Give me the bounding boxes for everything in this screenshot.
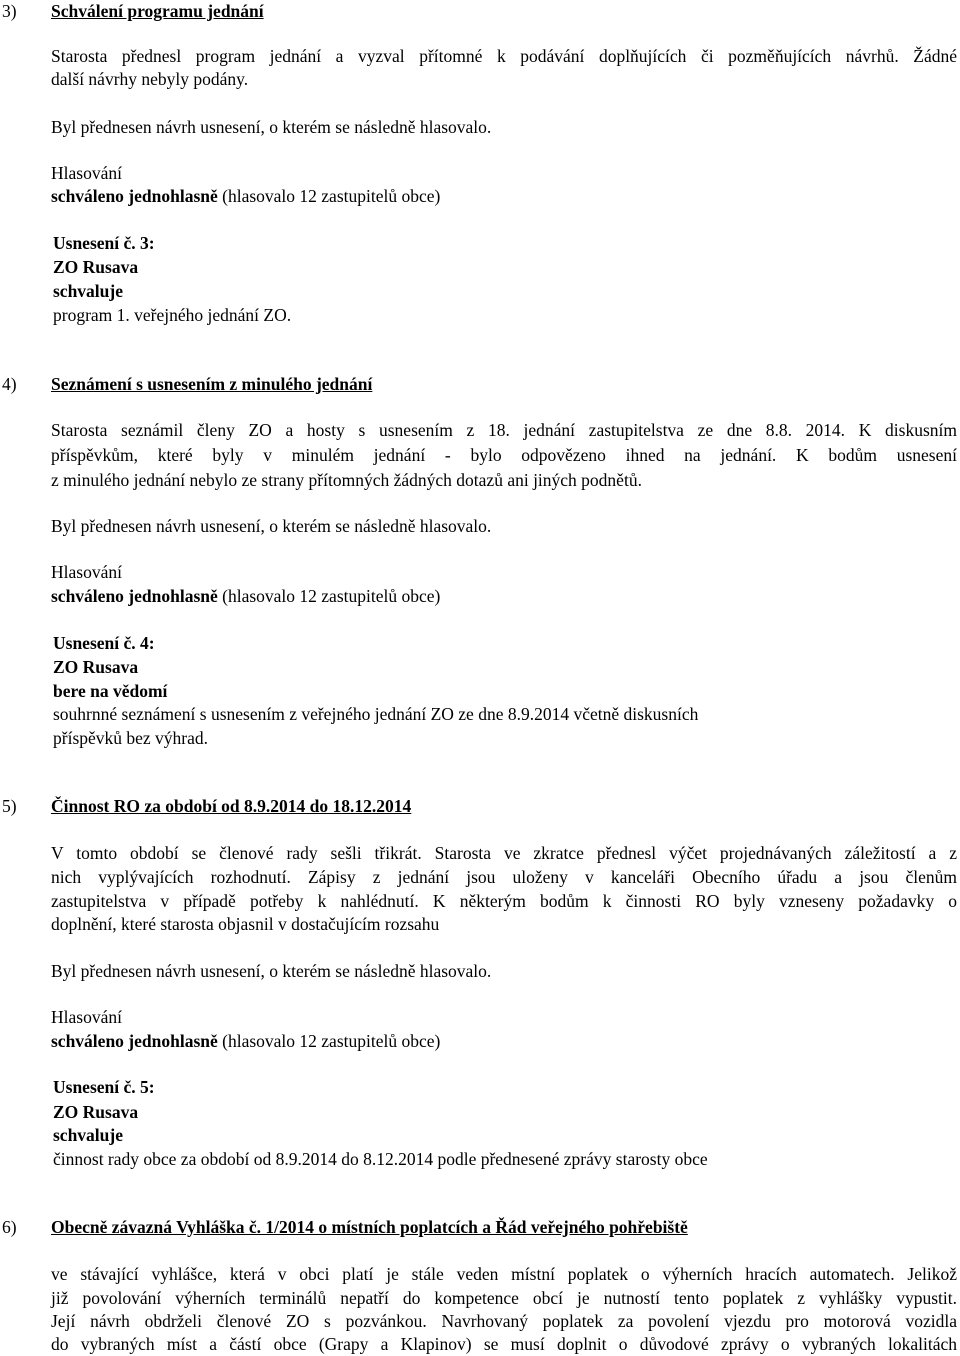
section-heading: Schválení programu jednání bbox=[51, 1, 264, 21]
section-number: 3) bbox=[2, 1, 17, 21]
vote-result bbox=[51, 1030, 440, 1053]
resolution-text: souhrnné seznámení s usnesením z veřejného jednání ZO ze dne 8.9.2014 včetně diskusních bbox=[53, 704, 699, 724]
section-heading: Seznámení s usnesením z minulého jednání bbox=[51, 374, 373, 394]
vote-result-rest: (hlasovalo 12 zastupitelů obce) bbox=[217, 586, 441, 606]
resolution-body: ZO Rusava bbox=[53, 657, 139, 677]
paragraph-line: příspěvkům, které byly v minulém jednání - bylo odpovězeno ihned na jednání. K bodům usnesení bbox=[51, 445, 957, 465]
proposal-text: Byl přednesen návrh usnesení, o kterém se následně hlasovalo. bbox=[51, 961, 492, 981]
vote-result-bold: schváleno jednohlasně bbox=[51, 1031, 218, 1051]
section-heading: Činnost RO za období od 8.9.2014 do 18.12.2014 bbox=[51, 796, 412, 816]
vote-label: Hlasování bbox=[51, 1007, 122, 1027]
paragraph-line: Její návrh obdrželi členové ZO s pozvánkou. Navrhovaný poplatek za povolení vjezdu pro motorová vozidla bbox=[51, 1311, 957, 1331]
resolution-text: příspěvků bez výhrad. bbox=[53, 728, 209, 748]
section-number: 5) bbox=[2, 796, 17, 816]
resolution-text: program 1. veřejného jednání ZO. bbox=[53, 305, 292, 325]
paragraph-line: doplnění, které starosta objasnil v dostačujícím rozsahu bbox=[51, 914, 440, 934]
paragraph-line: ve stávající vyhlášce, která v obci platí je stále veden místní poplatek o výherních hracích automatech. Jelikož bbox=[51, 1264, 957, 1284]
paragraph-line: do vybraných míst a částí obce (Grapy a Klapinov) se musí doplnit o důvodové zprávy o vybraných lokalitách bbox=[51, 1334, 957, 1354]
paragraph-line: další návrhy nebyly podány. bbox=[51, 69, 249, 89]
paragraph-line: zastupitelstva v případě potřeby k nahlédnutí. K některým bodům k činnosti RO byly vzneseny požadavky o bbox=[51, 891, 957, 911]
vote-result bbox=[51, 185, 440, 208]
resolution-verb: bere na vědomí bbox=[53, 681, 168, 701]
paragraph-line: z minulého jednání nebylo ze strany přítomných žádných dotazů ani jiných podnětů. bbox=[51, 470, 642, 490]
paragraph-line: již povolování výherních terminálů nepatří do kompetence obcí je nutností tento poplatek z vyhlášky vypustit. bbox=[51, 1288, 957, 1308]
paragraph-line: nich vyplývajících rozhodnutí. Zápisy z jednání jsou uloženy v kanceláři Obecního úřadu a jsou členům bbox=[51, 867, 957, 887]
vote-result-rest: (hlasovalo 12 zastupitelů obce) bbox=[217, 1031, 441, 1051]
paragraph-line: Starosta přednesl program jednání a vyzval přítomné k podávání doplňujících či pozměňujících návrhů. Žádné bbox=[51, 46, 957, 66]
vote-result-bold: schváleno jednohlasně bbox=[51, 586, 218, 606]
vote-result bbox=[51, 585, 440, 608]
resolution-text: činnost rady obce za období od 8.9.2014 do 8.12.2014 podle přednesené zprávy starosty obce bbox=[53, 1149, 708, 1169]
paragraph-line: Starosta seznámil členy ZO a hosty s usnesením z 18. jednání zastupitelstva ze dne 8.8. 2014. K diskusním bbox=[51, 420, 957, 440]
resolution-verb: schvaluje bbox=[53, 281, 123, 301]
section-heading: Obecně závazná Vyhláška č. 1/2014 o místních poplatcích a Řád veřejného pohřebiště bbox=[51, 1217, 688, 1237]
resolution-body: ZO Rusava bbox=[53, 1102, 139, 1122]
resolution-title: Usnesení č. 5: bbox=[53, 1077, 155, 1097]
resolution-body: ZO Rusava bbox=[53, 257, 139, 277]
paragraph-line: V tomto období se členové rady sešli třikrát. Starosta ve zkratce přednesl výčet projednávaných záležitostí a z bbox=[51, 843, 957, 863]
proposal-text: Byl přednesen návrh usnesení, o kterém se následně hlasovalo. bbox=[51, 117, 492, 137]
vote-result-rest: (hlasovalo 12 zastupitelů obce) bbox=[217, 186, 441, 206]
resolution-verb: schvaluje bbox=[53, 1125, 123, 1145]
resolution-title: Usnesení č. 4: bbox=[53, 633, 155, 653]
resolution-title: Usnesení č. 3: bbox=[53, 233, 155, 253]
section-number: 4) bbox=[2, 374, 17, 394]
section-number: 6) bbox=[2, 1217, 17, 1237]
vote-label: Hlasování bbox=[51, 163, 122, 183]
vote-result-bold: schváleno jednohlasně bbox=[51, 186, 218, 206]
vote-label: Hlasování bbox=[51, 562, 122, 582]
proposal-text: Byl přednesen návrh usnesení, o kterém se následně hlasovalo. bbox=[51, 516, 492, 536]
